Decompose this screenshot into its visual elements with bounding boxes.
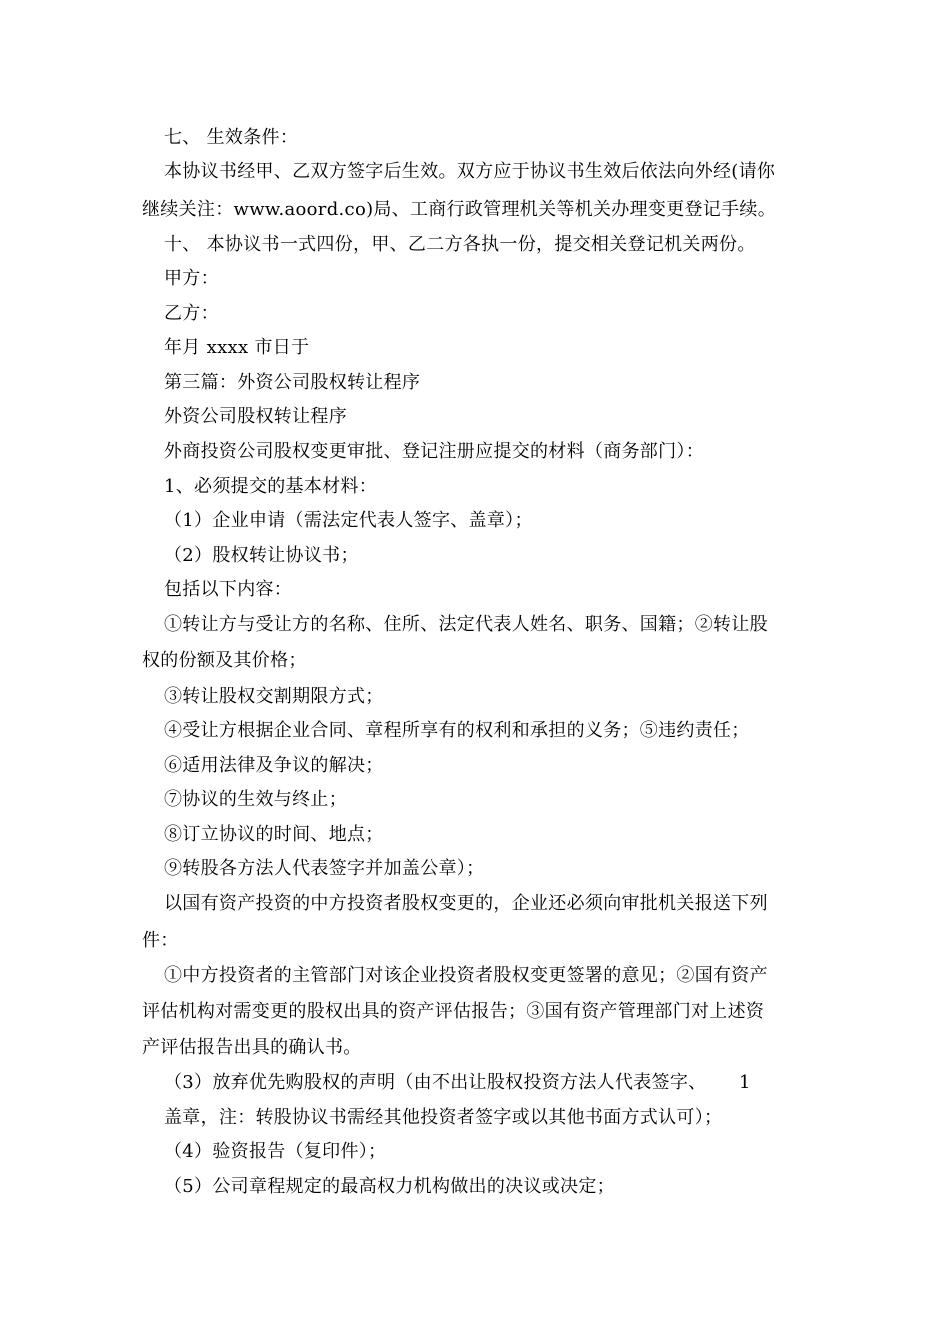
text-line: ①中方投资者的主管部门对该企业投资者股权变更签署的意见；②国有资产 bbox=[164, 965, 768, 986]
text-line: 1、必须提交的基本材料： bbox=[164, 476, 378, 497]
text-line: 权的份额及其价格； bbox=[142, 650, 307, 671]
text-line: 盖章，注：转股协议书需经其他投资者签字或以其他书面方式认可）； bbox=[164, 1107, 723, 1128]
text-line: ⑥适用法律及争议的解决； bbox=[164, 755, 384, 776]
text-line: ⑨转股各方法人代表签字并加盖公章）； bbox=[164, 858, 485, 879]
text-line: 件： bbox=[142, 930, 179, 951]
text-line: 以国有资产投资的中方投资者股权变更的，企业还必须向审批机关报送下列 bbox=[164, 893, 768, 914]
text-line: 外资公司股权转让程序 bbox=[164, 406, 347, 427]
text-line: 产评估报告出具的确认书。 bbox=[142, 1037, 362, 1058]
text-line: （1）企业申请（需法定代表人签字、盖章）； bbox=[164, 510, 533, 531]
text-line: （5）公司章程规定的最高权力机构做出的决议或决定； bbox=[164, 1176, 615, 1197]
section-heading: 第三篇：外资公司股权转让程序 bbox=[164, 372, 421, 393]
text-line: 七、 生效条件： bbox=[164, 127, 299, 148]
text-line: ①转让方与受让方的名称、住所、法定代表人姓名、职务、国籍；②转让股 bbox=[164, 614, 768, 635]
text-line: ③转让股权交割期限方式； bbox=[164, 686, 384, 707]
text-line: 评估机构对需变更的股权出具的资产评估报告；③国有资产管理部门对上述资 bbox=[142, 1001, 765, 1022]
text-line: （4）验资报告（复印件）； bbox=[164, 1141, 387, 1162]
page-number: 1 bbox=[739, 1072, 751, 1093]
text-line: 外商投资公司股权变更审批、登记注册应提交的材料（商务部门）： bbox=[164, 441, 704, 462]
text-line: ⑧订立协议的时间、地点； bbox=[164, 824, 384, 845]
text-line: 十、 本协议书一式四份，甲、乙二方各执一份，提交相关登记机关两份。 bbox=[164, 234, 756, 255]
text-line: （2）股权转让协议书； bbox=[164, 545, 359, 566]
text-line: ④受让方根据企业合同、章程所享有的权利和承担的义务；⑤违约责任； bbox=[164, 720, 750, 741]
text-line: 乙方： bbox=[164, 303, 219, 324]
text-line: 本协议书经甲、乙双方签字后生效。双方应于协议书生效后依法向外经(请你 bbox=[164, 161, 776, 182]
text-line: （3）放弃优先购股权的声明（由不出让股权投资方法人代表签字、 bbox=[164, 1072, 707, 1093]
text-line: 继续关注：www.aoord.co)局、工商行政管理机关等机关办理变更登记手续。 bbox=[142, 199, 776, 220]
text-line: ⑦协议的生效与终止； bbox=[164, 789, 347, 810]
text-line: 年月 xxxx 市日于 bbox=[164, 337, 310, 358]
text-line: 甲方： bbox=[164, 268, 219, 289]
text-line: 包括以下内容： bbox=[164, 579, 293, 600]
